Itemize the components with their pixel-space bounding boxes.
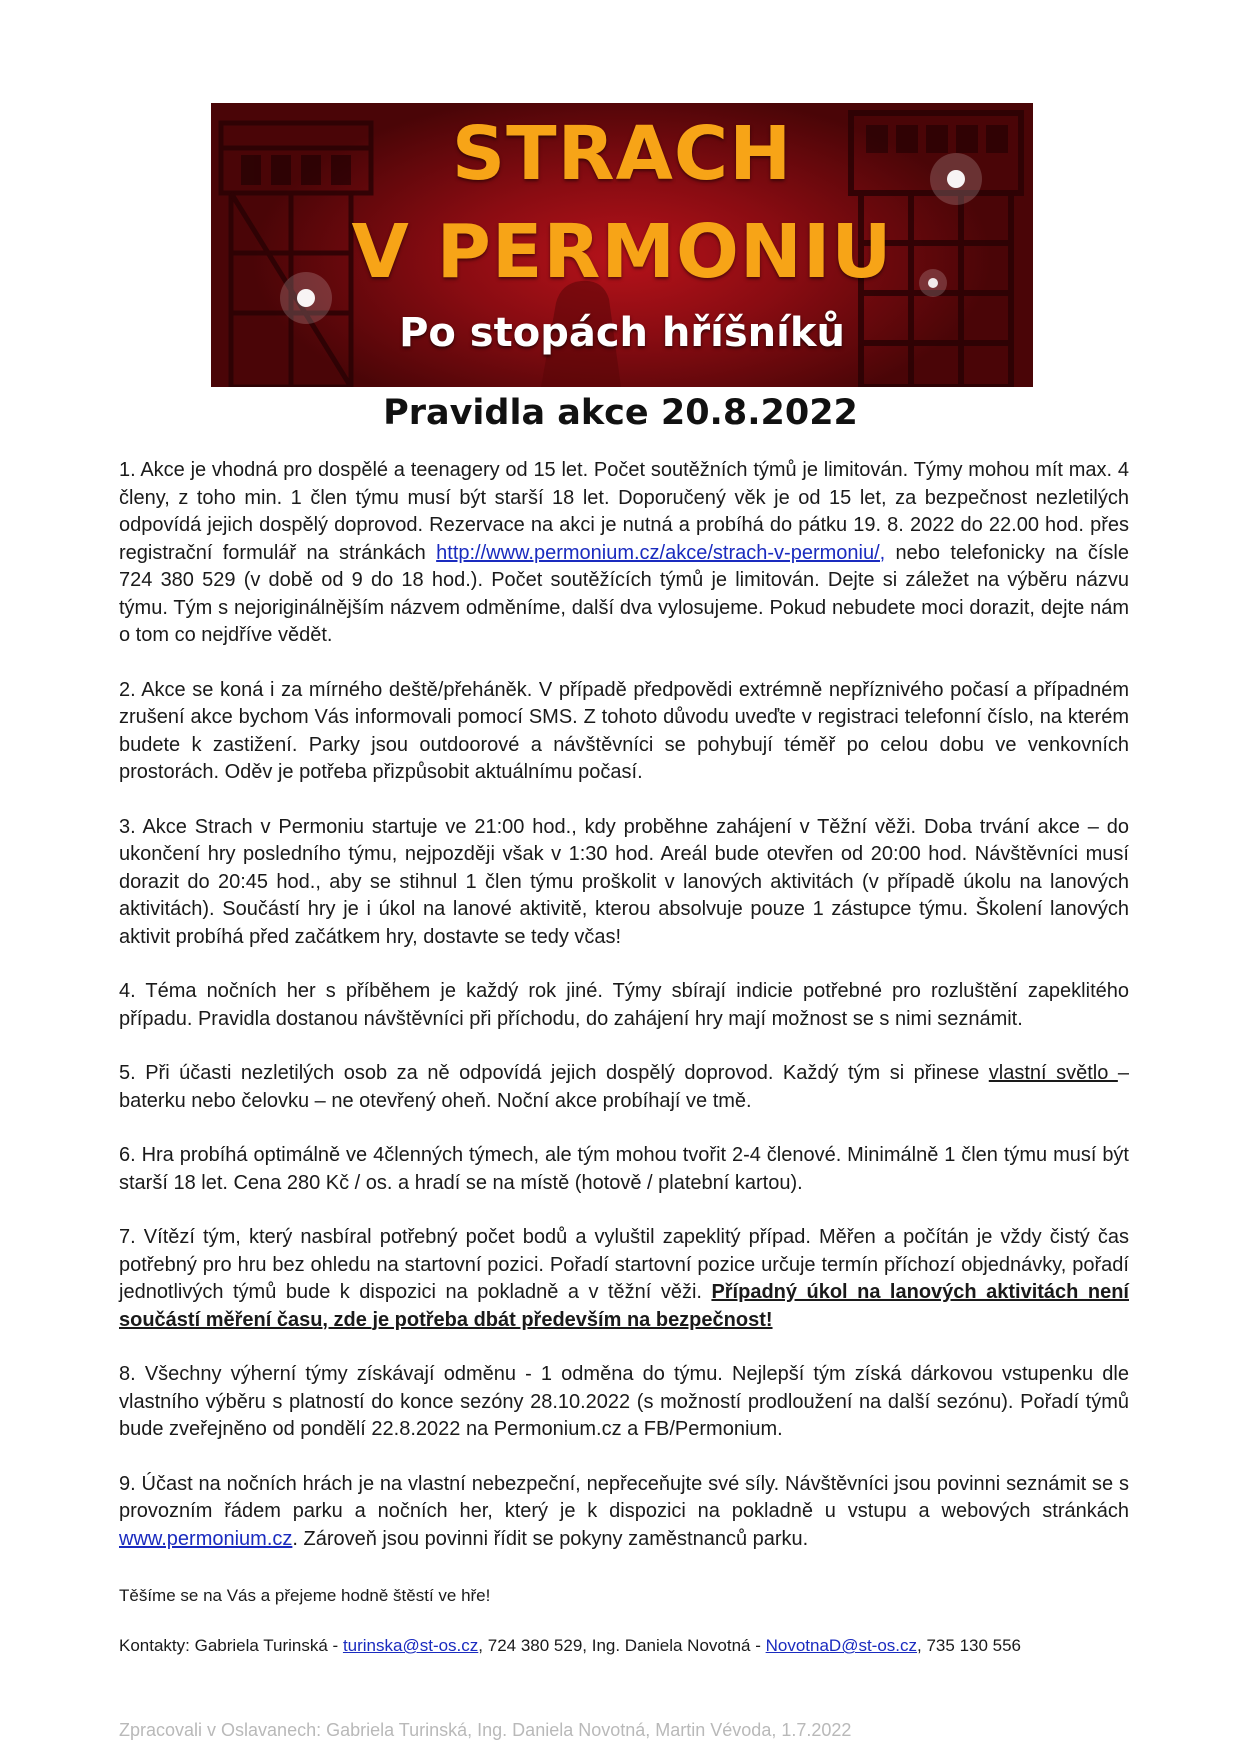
contacts-line <box>119 1634 1129 1658</box>
contacts-prefix: Kontakty: Gabriela Turinská - <box>119 1636 343 1655</box>
contacts-middle: , 724 380 529, Ing. Daniela Novotná - <box>478 1636 766 1655</box>
rule-paragraph-4: 4. Téma nočních her s příběhem je každý rok jiné. Týmy sbírají indicie potřebné pro rozluštění zapeklitého případu. Pravidla dostanou návštěvníci při příchodu, do zahájení hry mají možnost se s nimi seznámit. <box>119 980 1129 1030</box>
permonium-website-link[interactable]: www.permonium.cz <box>119 1527 293 1550</box>
rule-1-text-cont: nebo telefonicky na čísle 724 380 529 (v době od 9 do 18 hod.). Počet soutěžících týmů je limitován. Dejte si záležet na výběru názvu týmu. Tým s nejoriginálnějším názvem odměníme, další dva vylosujeme. Pokud nebudete moci dorazit, dejte nám o tom co nejdříve vědět. <box>119 541 1129 646</box>
rule-9-text: 9. Účast na nočních hrách je na vlastní nebezpeční, nepřeceňujte své síly. Návštěvníci jsou povinni seznámit se s provozním řádem parku a nočních her, který je k dispozici na pokladně u vstupu a webových stránkách <box>119 1472 1129 1522</box>
rule-1-text: 1. Akce je vhodná pro dospělé a teenagery od 15 let. Počet soutěžních týmů je limitován. Týmy mohou mít max. 4 členy, z toho min. 1 člen týmu musí být starší 18 let. Doporučený věk je od 15 let, za bezpečnost nezletilých odpovídá jejich dospělý doprovod. Rezervace na akci je nutná a probíhá do pátku 19. 8. 2022 do 22.00 hod. přes registrační formulář na stránkách <box>119 459 1129 564</box>
rule-paragraph-1 <box>119 457 1129 650</box>
rule-paragraph-7 <box>119 1224 1129 1334</box>
banner-subtitle: Po stopách hříšníků <box>399 310 845 356</box>
banner-title-line2: V PERMONIU <box>351 209 893 295</box>
rule-paragraph-5 <box>119 1060 1129 1115</box>
contacts-suffix: , 735 130 556 <box>917 1636 1022 1655</box>
event-banner <box>211 103 1033 387</box>
registration-link[interactable]: http://www.permonium.cz/akce/strach-v-permoniu/, <box>436 541 886 564</box>
rule-paragraph-2: 2. Akce se koná i za mírného deště/přeháněk. V případě předpovědi extrémně nepříznivého počasí a případném zrušení akce bychom Vás informovali pomocí SMS. Z tohoto důvodu uveďte v registraci telefonní číslo, na kterém budete k zastižení. Parky jsou outdoorové a návštěvníci se pohybují téměř po celou dobu ve venkovních prostorách. Oděv je potřeba přizpůsobit aktuálnímu počasí. <box>119 678 1129 783</box>
closing-greeting: Těšíme se na Vás a přejeme hodně štěstí ve hře! <box>119 1586 491 1605</box>
rule-5-text-cont: – baterku nebo čelovku – ne otevřený oheň. Noční akce probíhají ve tmě. <box>119 1062 1129 1112</box>
rule-9-text-cont: . Zároveň jsou povinni řídit se pokyny zaměstnanců parku. <box>292 1527 809 1550</box>
rule-paragraph-9 <box>119 1471 1129 1554</box>
rule-paragraph-6: 6. Hra probíhá optimálně ve 4členných týmech, ale tým mohou tvořit 2-4 členové. Minimálně 1 člen týmu musí být starší 18 let. Cena 280 Kč / os. a hradí se na místě (hotově / platební kartou). <box>119 1144 1129 1194</box>
rules-list <box>119 457 1129 1580</box>
own-light-underlined: vlastní světlo <box>988 1062 1118 1084</box>
email-link-turinska[interactable]: turinska@st-os.cz <box>342 1636 479 1655</box>
email-link-novotna[interactable]: NovotnaD@st-os.cz <box>765 1636 918 1655</box>
rule-7-emphasis: Případný úkol na lanových aktivitách není součástí měření času, zde je potřeba dbát především na bezpečnost! <box>119 1281 1129 1331</box>
document-title: Pravidla akce 20.8.2022 <box>383 393 858 433</box>
rule-paragraph-3: 3. Akce Strach v Permoniu startuje ve 21:00 hod., kdy proběhne zahájení v Těžní věži. Doba trvání akce – do ukončení hry posledního týmu, nejpozději však v 1:30 hod. Areál bude otevřen od 20:00 hod. Návštěvníci musí dorazit do 20:45 hod., aby se stihnul 1 člen týmu proškolit v lanových aktivitách (v případě úkolu na lanových aktivitách). Součástí hry je i úkol na lanové aktivitě, kterou absolvuje pouze 1 zástupce týmu. Školení lanových aktivit probíhá před začátkem hry, dostavte se tedy včas! <box>119 815 1129 948</box>
rule-5-text: 5. Při účasti nezletilých osob za ně odpovídá jejich dospělý doprovod. Každý tým si přinese <box>119 1062 989 1084</box>
page-footer: Zpracovali v Oslavanech: Gabriela Turinská, Ing. Daniela Novotná, Martin Vévoda, 1.7.2022 <box>119 1720 852 1740</box>
rule-paragraph-8: 8. Všechny výherní týmy získávají odměnu - 1 odměna do týmu. Nejlepší tým získá dárkovou vstupenku dle vlastního výběru s platností do konce sezóny 28.10.2022 (s možností prodloužení na další sezónu). Pořadí týmů bude zveřejněno od pondělí 22.8.2022 na Permonium.cz a FB/Permonium. <box>119 1363 1129 1440</box>
banner-title-line1: STRACH <box>451 111 793 197</box>
rule-7-text: 7. Vítězí tým, který nasbíral potřebný počet bodů a vyluštil zapeklitý případ. Měřen a počítán je vždy čistý čas potřebný pro hru bez ohledu na startovní pozici. Pořadí startovní pozice určuje termín příchozí objednávky, pořadí jednotlivých týmů bude k dispozici na pokladně a v těžní věži. <box>119 1226 1129 1303</box>
